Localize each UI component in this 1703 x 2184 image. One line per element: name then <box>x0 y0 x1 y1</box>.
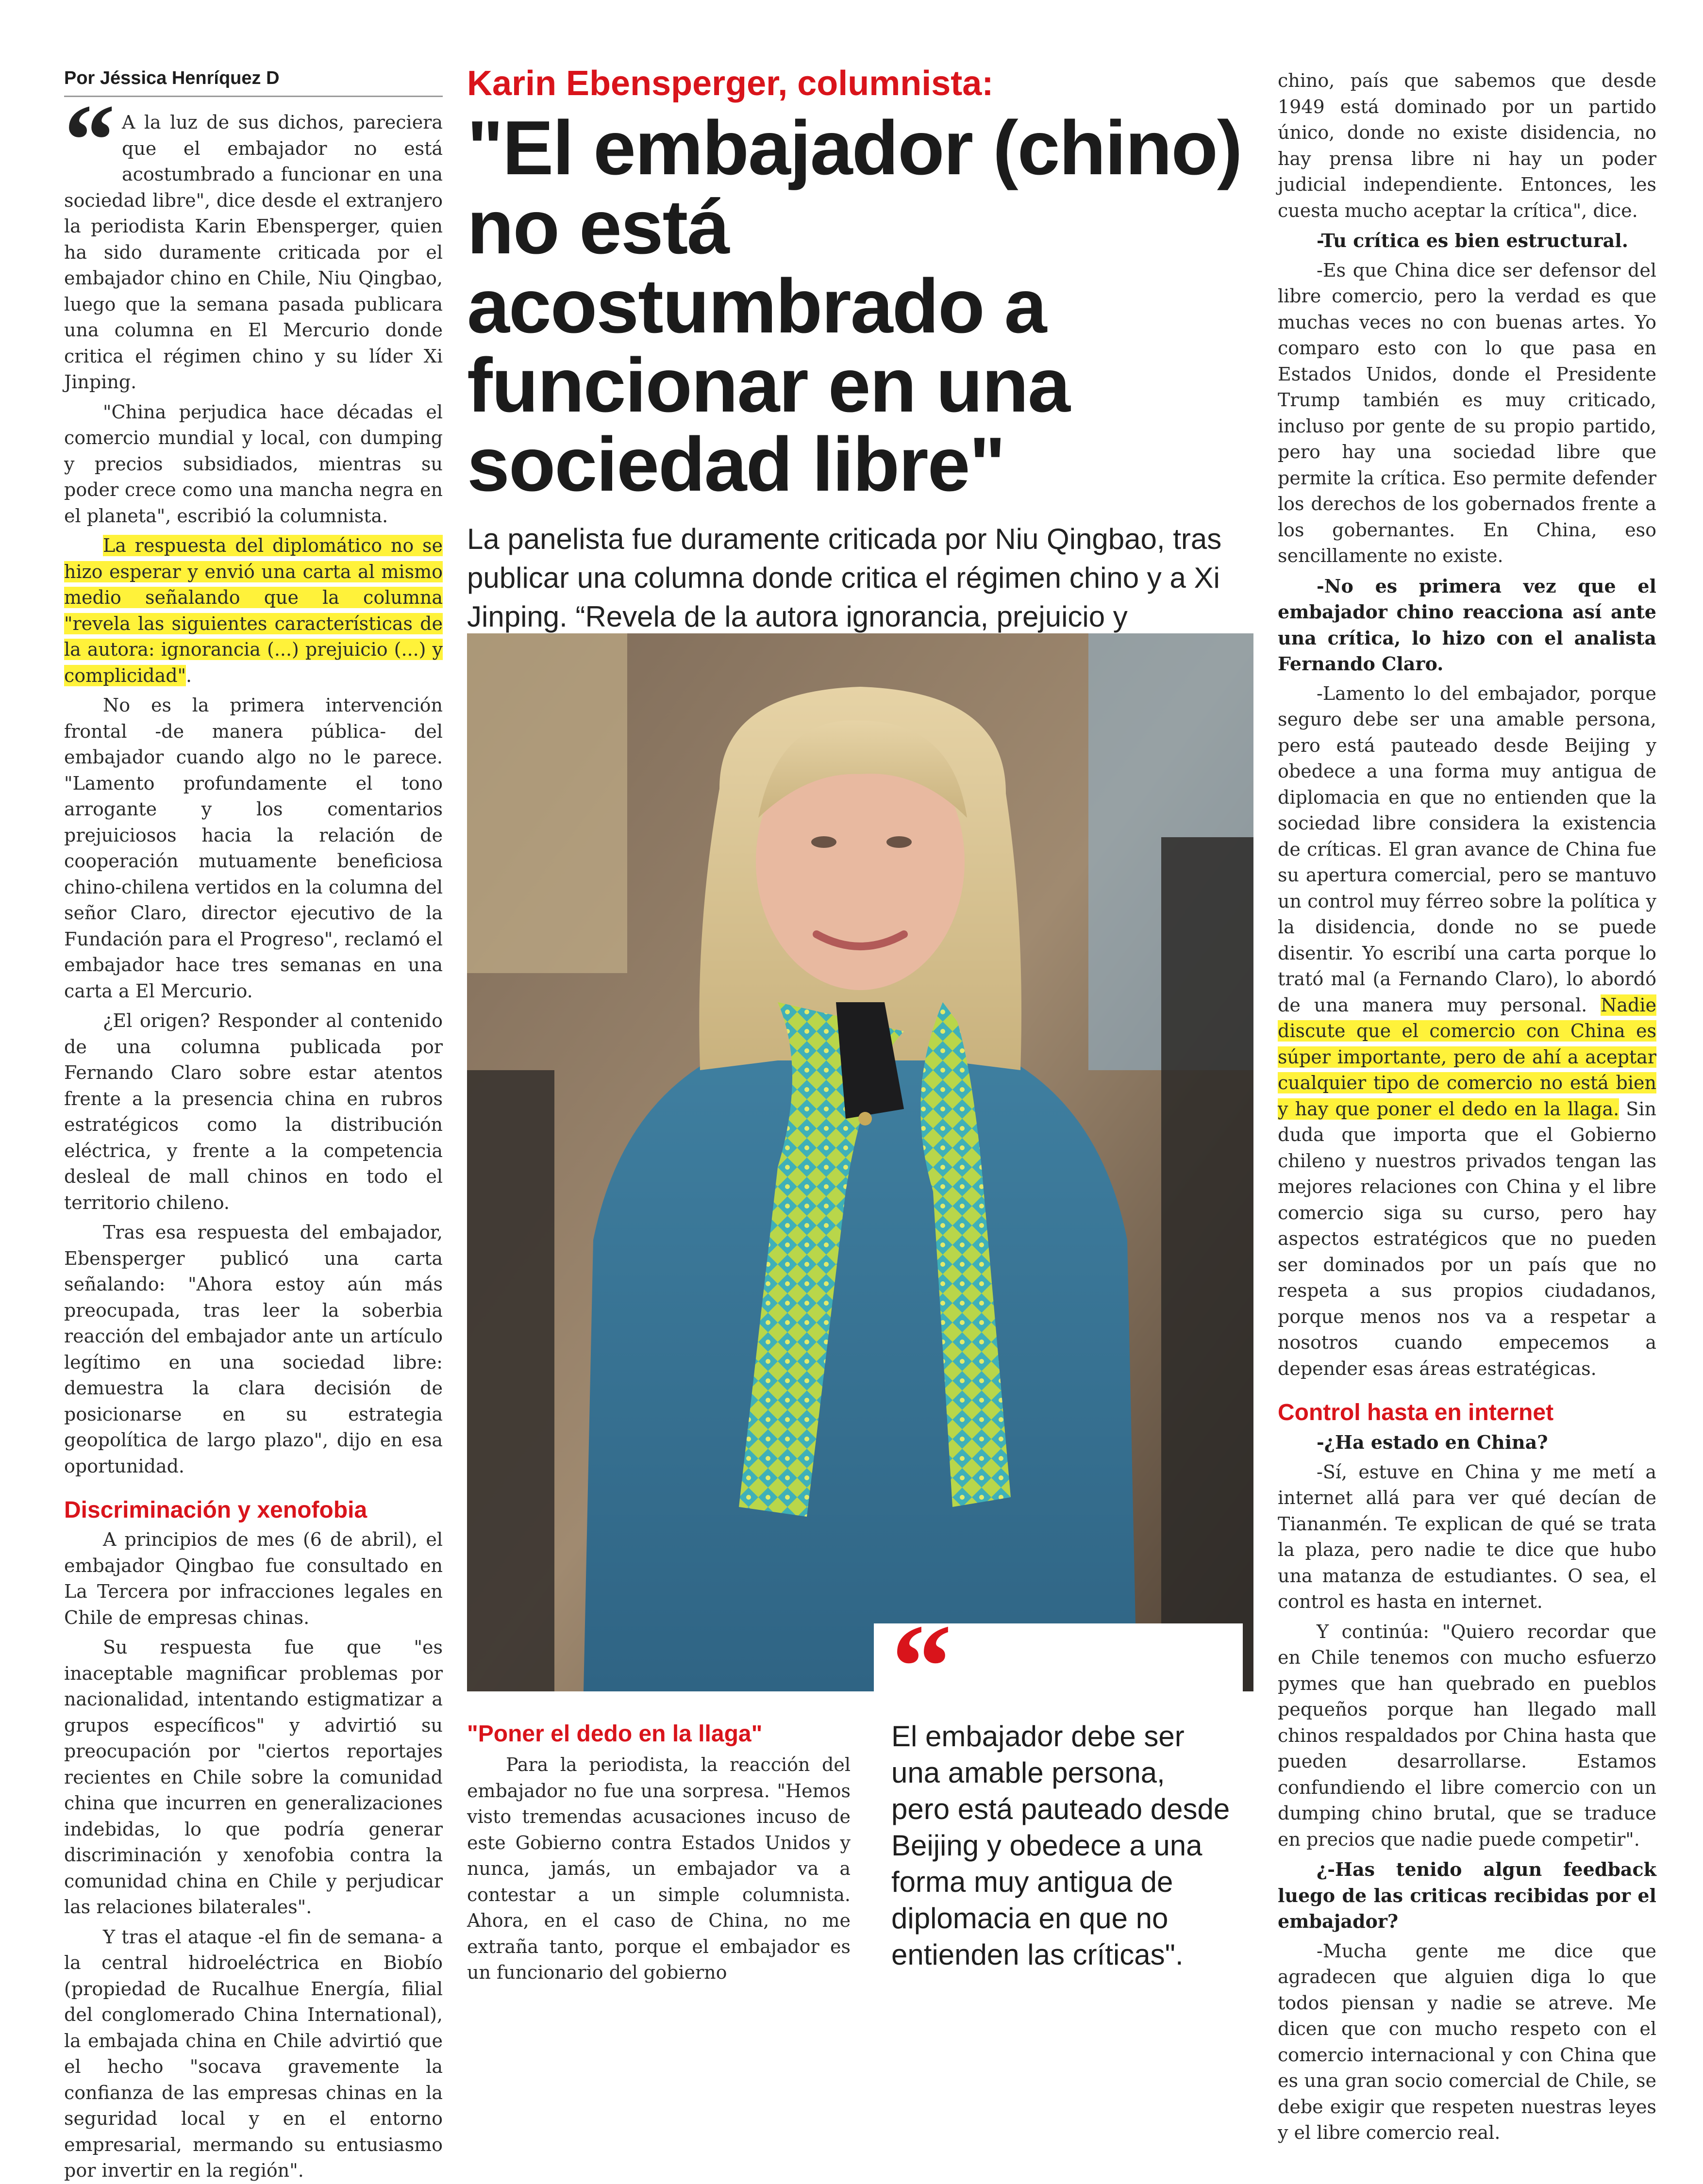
paragraph: chino, país que sabemos que desde 1949 está dominado por un partido único, donde no existe disidencia, no hay prensa libre ni hay un poder judicial independiente. Entonces, les cuesta mucho aceptar la crítica", dice. <box>1278 70 1656 221</box>
highlight-text: La respuesta del diplomático no se hizo esperar y envió una carta al mismo medio señalando que la columna "revela las siguientes características de la autora: ignorancia (...) prejuicio (...) y complicidad" <box>64 535 443 686</box>
left-body <box>64 84 443 2184</box>
interview-question: -No es primera vez que el embajador chino reacciona así ante una crítica, lo hizo con el analista Fernando Claro. <box>1278 575 1656 675</box>
headline-block <box>467 63 1253 675</box>
paragraph: -Es que China dice ser defensor del libre comercio, pero la verdad es que muchas veces no con buenas artes. Yo comparo esto con lo que pasa en Estados Unidos, donde el Presidente Trump también es muy criticado, incluso por gente de su propio partido, pero hay una sociedad libre que permite la crítica. Eso permite defender los derechos de los gobernados frente a los gobernantes. En China, eso sencillamente no existe. <box>1278 259 1656 566</box>
opening-quote-mark: “ <box>64 84 115 197</box>
paragraph: Y tras el ataque -el fin de semana- a la central hidroeléctrica en Biobío (propiedad de Rucalhue Energía, filial del conglomerado China International), la embajada china en Chile advirtió que el hecho "socava gravemente la confianza de las empresas chinas en la seguridad local y en el entorno empresarial, mermando su entusiasmo por invertir en la región". <box>64 1926 443 2181</box>
right-column <box>1278 68 1656 2146</box>
paragraph: -Sí, estuve en China y me metí a internet allá para ver qué decían de Tiananmén. Te explican de qué se trata la plaza, pero nadie te dice que hubo una matanza de estudiantes. O sea, el control es hasta en internet. <box>1278 1461 1656 1612</box>
subheading-llaga: "Poner el dedo en la llaga" <box>467 1721 763 1747</box>
subheading-control: Control hasta en internet <box>1278 1400 1554 1425</box>
paragraph: -Mucha gente me dice que agradecen que alguien diga lo que todos piensan y nadie se atreve. Me dicen que con mucho respeto con el comercio internacional y con China que es una gran socio comercial de Chile, se debe exigir que respeten nuestras leyes y el libre comercio real. <box>1278 1940 1656 2143</box>
lead-paragraph: “ A la luz de sus dichos, pareciera que el embajador no está acostumbrado a funcionar en una sociedad libre", dice desde el extranjero la periodista Karin Ebensperger, quien ha sido duramente criticada por el embajador chino en Chile, Niu Qingbao, luego que la semana pasada publicara una columna en El Mercurio donde critica el régimen chino y su líder Xi Jinping. <box>64 84 443 393</box>
paragraph: "China perjudica hace décadas el comercio mundial y local, con dumping y precios subsidiados, mientras su poder crece como una mancha negra en el planeta", escribió la columnista. <box>64 401 443 527</box>
paragraph: ¿El origen? Responder al contenido de una columna publicada por Fernando Claro sobre estar atentos frente a la presencia china en rubros estratégicos como la distribución eléctrica, y frente a la competencia desleal de mall chinos en todo el territorio chileno. <box>64 1010 443 1213</box>
center-lower-column <box>467 1721 851 1986</box>
portrait-illustration <box>467 633 1253 1691</box>
highlight-text: Nadie discute que el comercio con China es súper importante, pero de ahí a aceptar cualquier tipo de comercio no está bien y hay que poner el dedo en la llaga. <box>1278 994 1656 1120</box>
left-column <box>64 68 443 2184</box>
deck: La panelista fue duramente criticada por Niu Qingbao, tras publicar una columna donde critica el régimen chino y a Xi Jinping. “Revela de la autora ignorancia, prejuicio y <box>467 523 1222 633</box>
pull-quote-text: El embajador debe ser una amable persona, pero está pauteado desde Beijing y obedece a una forma muy antigua de diplomacia en que no entienden las críticas". <box>891 1720 1230 1971</box>
kicker: Karin Ebensperger, columnista: <box>467 64 994 103</box>
paragraph-highlighted: La respuesta del diplomático no se hizo esperar y envió una carta al mismo medio señalando que la columna "revela las siguientes características de la autora: ignorancia (...) prejuicio (...) y complicidad". <box>64 535 443 686</box>
byline: Por Jéssica Henríquez D <box>64 68 443 97</box>
paragraph: Tras esa respuesta del embajador, Ebensperger publicó una carta señalando: "Ahora estoy aún más preocupada, tras leer la soberbia reacción del embajador ante un artículo legítimo en una sociedad libre: demuestra la clara decisión de posicionarse en su estrategia geopolítica de largo plazo", dijo en esa oportunidad. <box>64 1222 443 1477</box>
pull-quote <box>874 1600 1243 2046</box>
headline: "El embajador (chino) no está acostumbrado a funcionar en una sociedad libre" <box>467 105 1242 507</box>
paragraph: No es la primera intervención frontal -de manera pública- del embajador cuando algo no le parece. "Lamento profundamente el tono arrogante y los comentarios prejuiciosos hacia la relación de cooperación mutuamente beneficiosa chino-chilena vertidos en la columna del señor Claro, director ejecutivo de la Fundación para el Progreso", reclamó el embajador hace tres semanas en una carta a El Mercurio. <box>64 695 443 1002</box>
portrait-photo <box>467 633 1253 1691</box>
paragraph: A principios de mes (6 de abril), el embajador Qingbao fue consultado en La Tercera por infracciones legales en Chile de empresas chinas. <box>64 1529 443 1628</box>
paragraph: Para la periodista, la reacción del embajador no fue una sorpresa. "Hemos visto tremendas acusaciones incuso de este Gobierno contra Estados Unidos y nunca, jamás, un embajador va a contestar a un simple columnista. Ahora, en el caso de China, no me extraña tanto, porque el embajador es un funcionario del gobierno <box>467 1754 851 1983</box>
interview-question: -¿Ha estado en China? <box>1317 1431 1548 1453</box>
subheading-discriminacion: Discriminación y xenofobia <box>64 1497 367 1523</box>
interview-question: ¿-Has tenido algun feedback luego de las criticas recibidas por el embajador? <box>1278 1858 1656 1932</box>
interview-question: -Tu crítica es bien estructural. <box>1317 230 1628 251</box>
paragraph: Y continúa: "Quiero recordar que en Chile tenemos con mucho esfuerzo pymes que han quebrado en pueblos pequeños porque han llegado mall chinos respaldados por China hasta que pueden desarrollarse. Estamos confundiendo el libre comercio con un dumping chino brutal, que se traduce en precios que nadie puede competir". <box>1278 1621 1656 1850</box>
paragraph-highlighted: -Lamento lo del embajador, porque seguro debe ser una amable persona, pero está pauteado desde Beijing y obedece a una forma muy antigua de diplomacia en que no entienden que la sociedad libre considera la existencia de críticas. El gran avance de China fue su apertura comercial, pero se mantuvo un control muy férreo sobre la política y la disidencia, donde no se puede disentir. Yo escribí una carta porque lo trató mal (a Fernando Claro), lo abordó de una manera muy personal. Nadie discute que el comercio con China es súper importante, pero de ahí a aceptar cualquier tipo de comercio no está bien y hay que poner el dedo en la llaga. Sin duda que importa que el Gobierno chileno y nuestros privados tengan las mejores relaciones con China y el libre comercio siga su curso, pero hay aspectos estratégicos que no pueden ser dominados por un país que no respeta a sus propios ciudadanos, porque menos nos va a respetar a nosotros cuando empecemos a depender esas áreas estratégicas. <box>1278 682 1656 1379</box>
paragraph: Su respuesta fue que "es inaceptable magnificar problemas por nacionalidad, intentando estigmatizar a grupos específicos" y advirtió su preocupación por "ciertos reportajes recientes en Chile sobre la comunidad china que incurren en generalizaciones indebidas, lo que podría generar discriminación y xenofobia contra la comunidad china en Chile y perjudicar las relaciones bilaterales". <box>64 1637 443 1918</box>
pull-quote-mark: “ <box>891 1600 952 1734</box>
